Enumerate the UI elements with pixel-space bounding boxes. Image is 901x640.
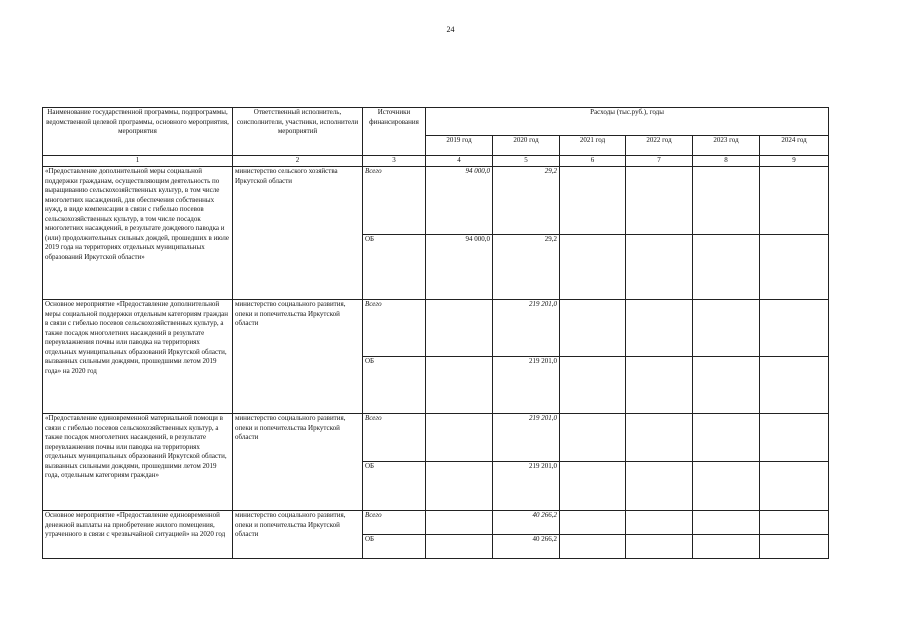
empty-cell [560,462,626,511]
measure-name: «Предоставление единовременной материальной помощи в связи с гибелью посевов сельскохозяйственных культур, а также посадок многолетних насаждений, в результате переувлажнения почвы или паводка на территориях отдельных муниципальных образований Иркутской области, вызванных сильными дождями, прошедшими летом 2019 года, отдельным категориям граждан» [43,414,233,511]
value-cell [426,535,493,559]
page-number: 24 [446,25,455,34]
source-ob: ОБ [363,462,426,511]
value-cell [426,300,493,357]
measure-name: «Предоставление дополнительной меры социальной поддержки гражданам, осуществляющим деятельность по выращиванию сельскохозяйственных культур, в том числе многолетних насаждений, для обеспечения собственных нужд, в виде компенсации в связи с гибелью посевов сельскохозяйственных культур, в том числе посадок многолетних насаждений, в результате дождевого паводка и (или) продолжительных сильных дождей, прошедших в июле 2019 года на территориях отдельных муниципальных образований Иркутской области» [43,167,233,300]
column-number: 4 [426,156,493,167]
empty-cell [560,235,626,300]
value-cell: 219 201,0 [493,300,560,357]
empty-cell [626,511,693,535]
header-year: 2024 год [760,136,829,156]
value-cell: 29,2 [493,167,560,235]
measure-executor: министерство социального развития, опеки и попечительства Иркутской области [233,414,363,511]
header-year: 2021 год [560,136,626,156]
empty-cell [626,535,693,559]
source-total: Всего [363,511,426,535]
empty-cell [560,511,626,535]
column-number: 6 [560,156,626,167]
empty-cell [760,535,829,559]
column-number: 9 [760,156,829,167]
value-cell: 29,2 [493,235,560,300]
empty-cell [693,535,760,559]
table-row [43,414,829,462]
empty-cell [760,167,829,235]
value-cell: 40 266,2 [493,511,560,535]
empty-cell [560,357,626,414]
measure-name: Основное мероприятие «Предоставление единовременной денежной выплаты на приобретение жилого помещения, утраченного в связи с чрезвычайной ситуацией» на 2020 год [43,511,233,559]
empty-cell [693,167,760,235]
header-executor: Ответственный исполнитель, соисполнители, участники, исполнители мероприятий [233,108,363,156]
empty-cell [626,167,693,235]
source-total: Всего [363,414,426,462]
source-total: Всего [363,167,426,235]
header-expenses: Расходы (тыс.руб.), годы [426,108,829,136]
value-cell: 94 000,0 [426,235,493,300]
column-number: 7 [626,156,693,167]
empty-cell [626,462,693,511]
budget-table [42,107,829,559]
value-cell [426,357,493,414]
empty-cell [693,300,760,357]
empty-cell [760,235,829,300]
empty-cell [693,357,760,414]
header-name: Наименование государственной программы, подпрограммы, ведомственной целевой программы, основного мероприятия, мероприятия [43,108,233,156]
table-row [43,300,829,357]
value-cell: 219 201,0 [493,357,560,414]
empty-cell [760,300,829,357]
value-cell: 219 201,0 [493,414,560,462]
measure-executor: министерство социального развития, опеки и попечительства Иркутской области [233,511,363,559]
source-ob: ОБ [363,235,426,300]
empty-cell [760,357,829,414]
value-cell: 40 266,2 [493,535,560,559]
source-total: Всего [363,300,426,357]
empty-cell [693,235,760,300]
empty-cell [693,511,760,535]
empty-cell [626,414,693,462]
measure-name: Основное мероприятие «Предоставление дополнительной меры социальной поддержки отдельным категориям граждан в связи с гибелью посевов сельскохозяйственных культур, а также посадок многолетних насаждений в результате переувлажнения почвы или паводка на территориях отдельных муниципальных образований Иркутской области, вызванных сильными дождями, прошедшими летом 2019 года» на 2020 год [43,300,233,414]
column-number: 8 [693,156,760,167]
empty-cell [626,235,693,300]
empty-cell [760,462,829,511]
measure-executor: министерство сельского хозяйства Иркутской области [233,167,363,300]
header-year: 2019 год [426,136,493,156]
empty-cell [560,414,626,462]
empty-cell [626,300,693,357]
empty-cell [626,357,693,414]
source-ob: ОБ [363,357,426,414]
header-year: 2022 год [626,136,693,156]
column-number: 2 [233,156,363,167]
header-year: 2023 год [693,136,760,156]
source-ob: ОБ [363,535,426,559]
empty-cell [560,535,626,559]
header-year: 2020 год [493,136,560,156]
empty-cell [560,300,626,357]
empty-cell [693,462,760,511]
value-cell: 94 000,0 [426,167,493,235]
table-row [43,511,829,535]
empty-cell [760,511,829,535]
value-cell [426,414,493,462]
value-cell [426,462,493,511]
value-cell: 219 201,0 [493,462,560,511]
column-number: 1 [43,156,233,167]
empty-cell [693,414,760,462]
measure-executor: министерство социального развития, опеки и попечительства Иркутской области [233,300,363,414]
column-number: 5 [493,156,560,167]
table-row [43,167,829,235]
empty-cell [760,414,829,462]
header-source: Источники финансирования [363,108,426,156]
empty-cell [560,167,626,235]
value-cell [426,511,493,535]
column-number: 3 [363,156,426,167]
